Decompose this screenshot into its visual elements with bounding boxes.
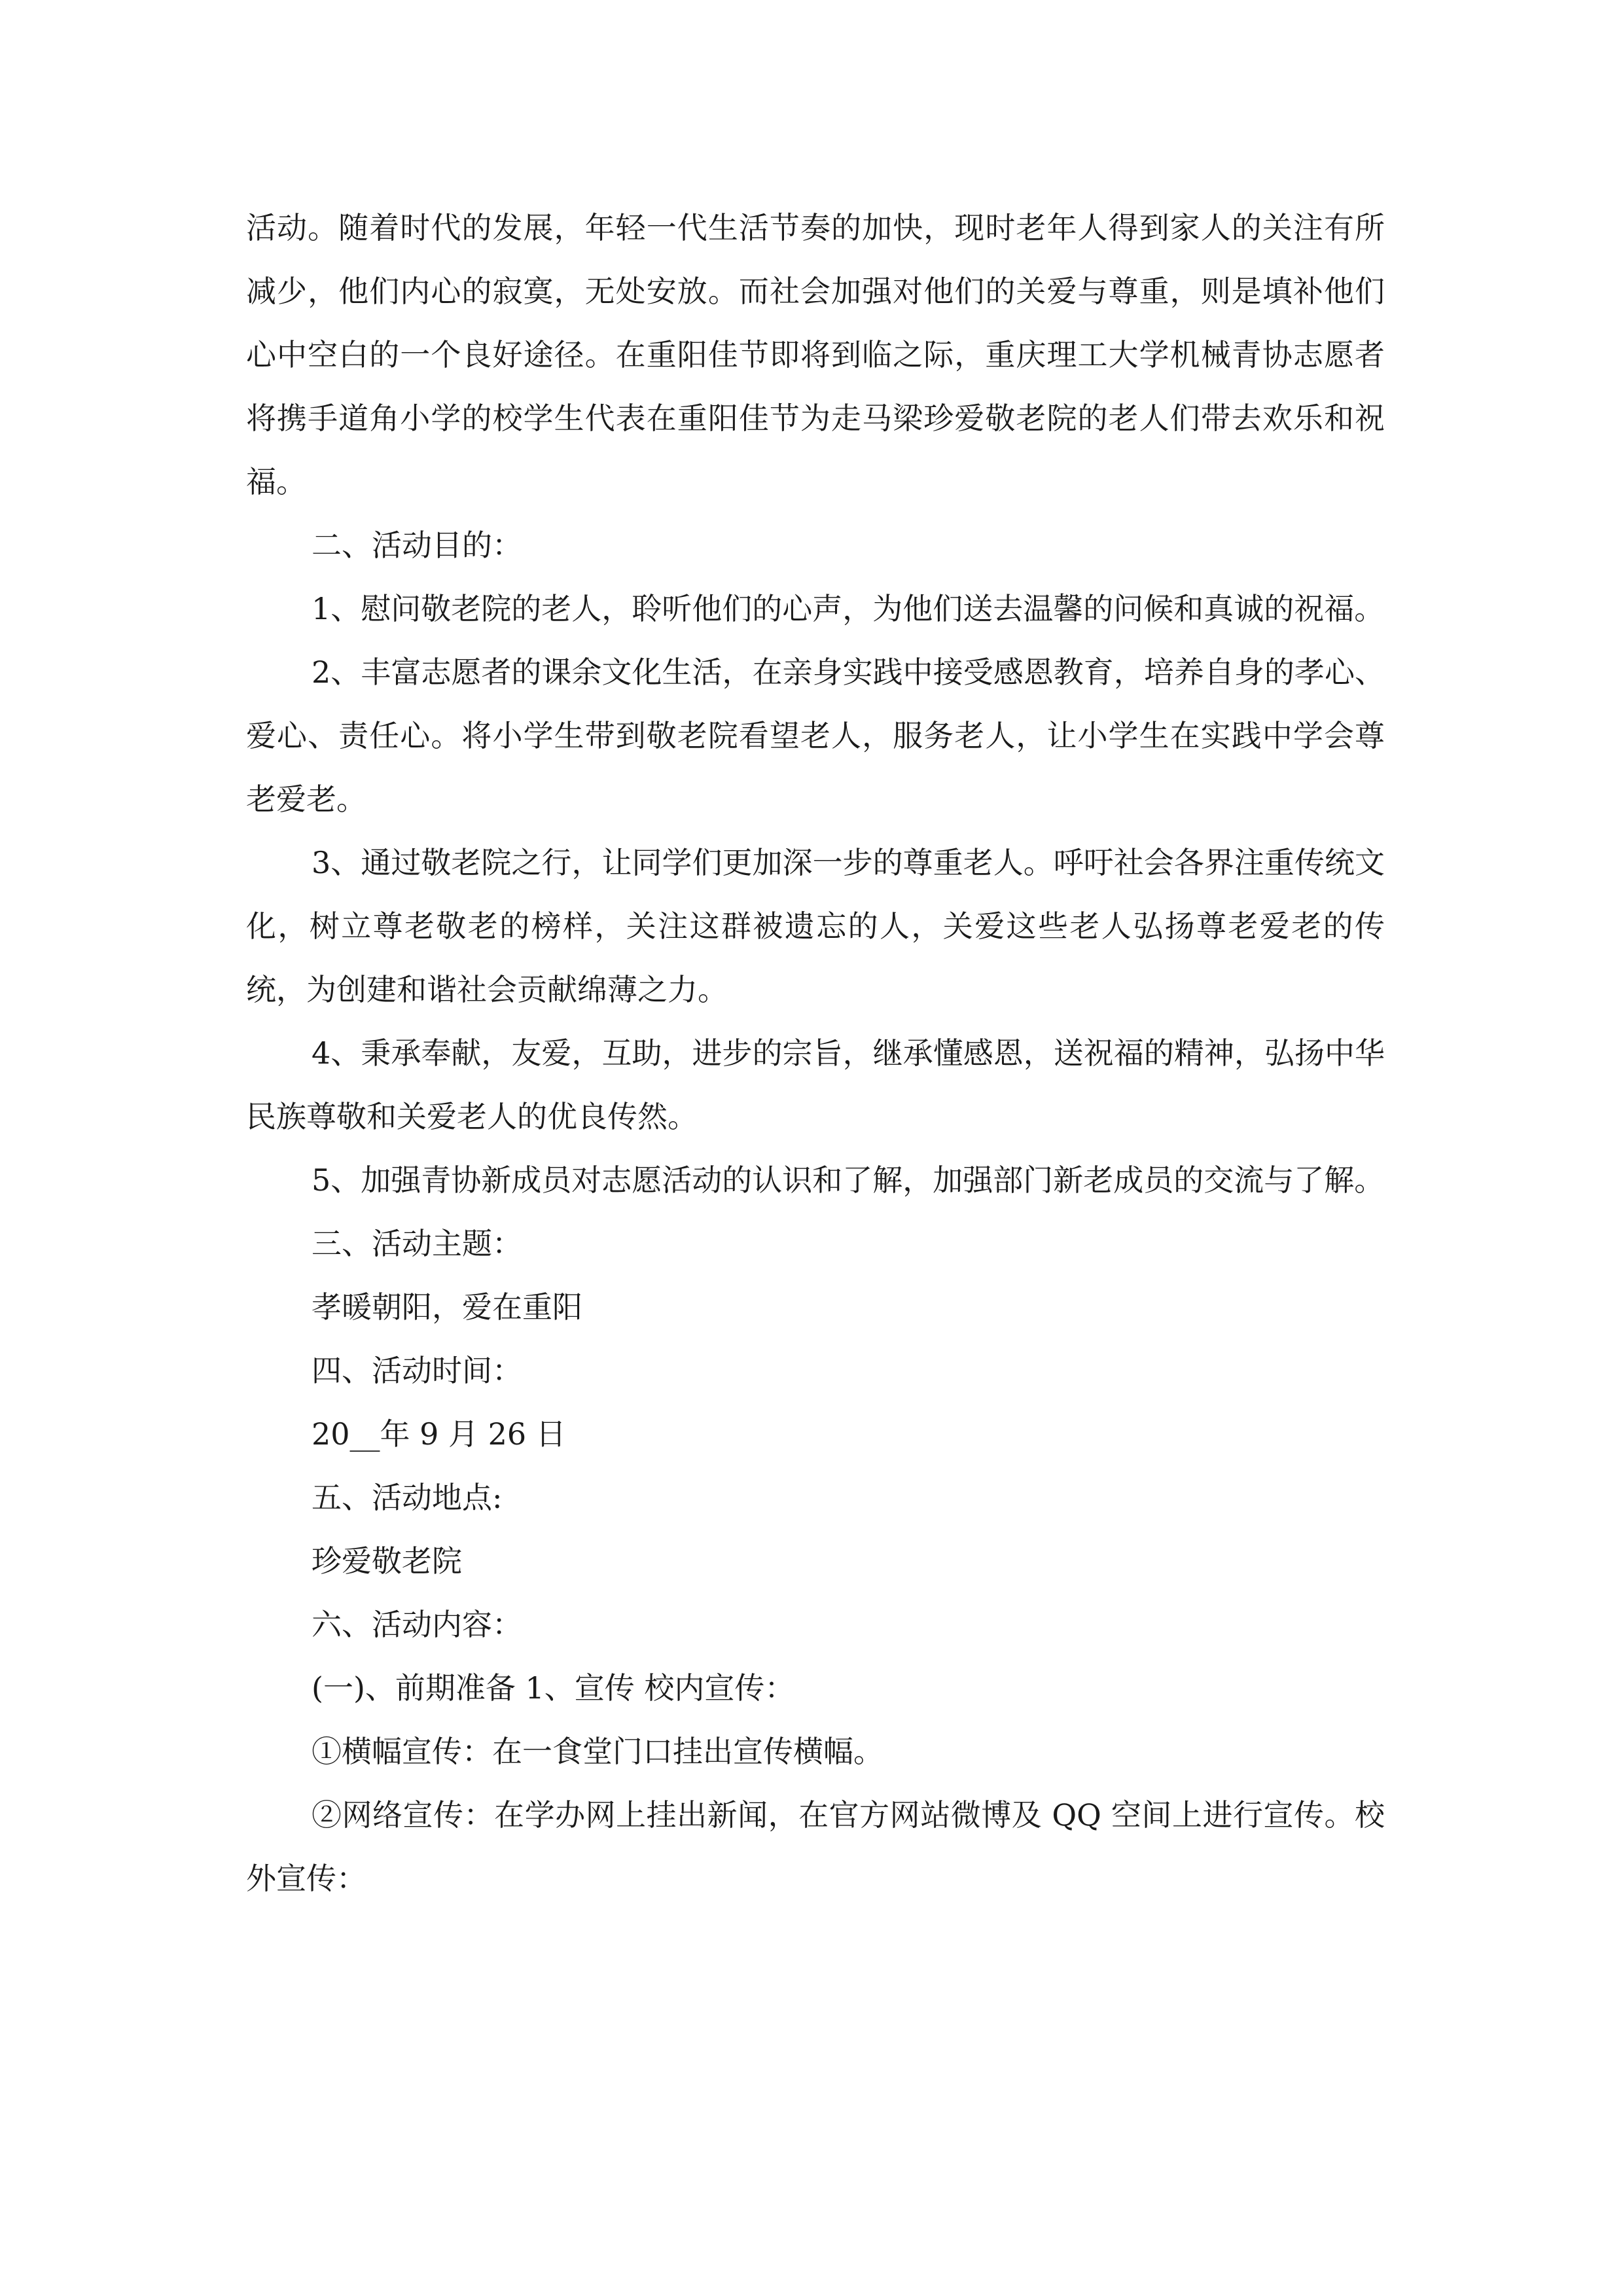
section-heading-location: 五、活动地点:	[312, 1480, 503, 1515]
section-heading-theme: 三、活动主题：	[312, 1226, 522, 1261]
document-body	[246, 196, 1385, 1910]
preparation-line: (一)、前期准备 1、宣传 校内宣传：	[312, 1670, 795, 1706]
purpose-item-2: 2、丰富志愿者的课余文化生活，在亲身实践中接受感恩教育，培养自身的孝心、爱心、责任心。将小学生带到敬老院看望老人，服务老人，让小学生在实践中学会尊老爱老。	[246, 655, 1385, 817]
location-text: 珍爱敬老院	[312, 1543, 462, 1579]
section-heading-purpose: 二、活动目的：	[312, 528, 522, 563]
purpose-item-4: 4、秉承奉献，友爱，互助，进步的宗旨，继承懂感恩，送祝福的精神，弘扬中华民族尊敬和关爱老人的优良传然。	[246, 1035, 1385, 1134]
purpose-item-3: 3、通过敬老院之行，让同学们更加深一步的尊重老人。呼吁社会各界注重传统文化，树立尊老敬老的榜样，关注这群被遗忘的人，关爱这些老人弘扬尊老爱老的传统，为创建和谐社会贡献绵薄之力。	[246, 845, 1385, 1007]
date-text: 20__年 9 月 26 日	[312, 1416, 566, 1452]
promotion-banner-line: ①横幅宣传：在一食堂门口挂出宣传横幅。	[312, 1734, 883, 1769]
promotion-web-line: ②网络宣传：在学办网上挂出新闻，在官方网站微博及 QQ 空间上进行宣传。校外宣传：	[246, 1797, 1385, 1896]
intro-paragraph: 活动。随着时代的发展，年轻一代生活节奏的加快，现时老年人得到家人的关注有所减少，他们内心的寂寞，无处安放。而社会加强对他们的关爱与尊重，则是填补他们心中空白的一个良好途径。在重阳佳节即将到临之际，重庆理工大学机械青协志愿者将携手道角小学的校学生代表在重阳佳节为走马梁珍爱敬老院的老人们带去欢乐和祝福。	[246, 210, 1385, 499]
section-heading-time: 四、活动时间：	[312, 1353, 522, 1388]
theme-text: 孝暖朝阳，爱在重阳	[312, 1289, 582, 1325]
purpose-item-5: 5、加强青协新成员对志愿活动的认识和了解，加强部门新老成员的交流与了解。	[312, 1162, 1385, 1198]
section-heading-content: 六、活动内容：	[312, 1607, 522, 1642]
purpose-item-1: 1、慰问敬老院的老人，聆听他们的心声，为他们送去温馨的问候和真诚的祝福。	[312, 591, 1385, 626]
